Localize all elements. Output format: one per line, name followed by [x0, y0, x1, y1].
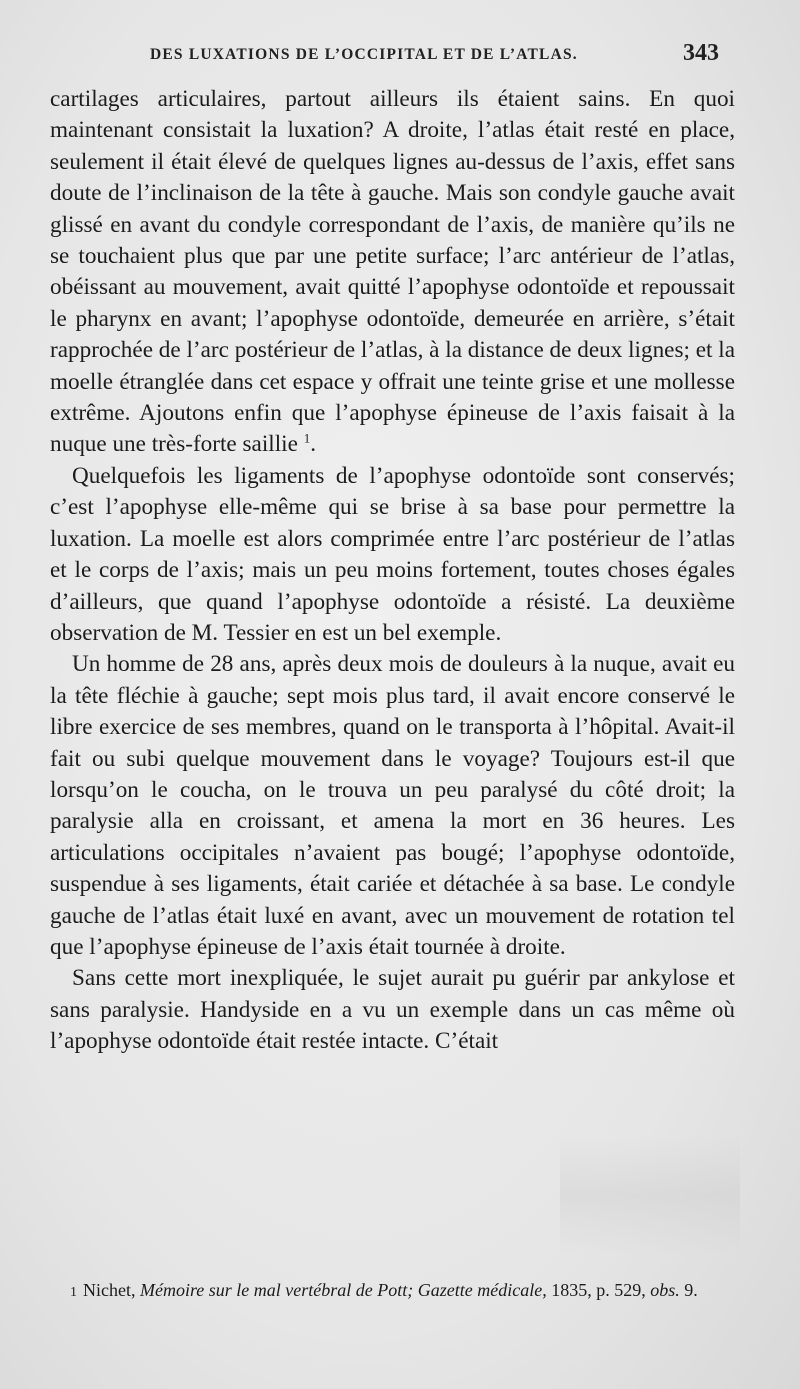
page-number: 343 — [683, 40, 719, 66]
paragraph-text: cartilages articulaires, partout ailleurs ils étaient sains. En quoi maintenant consistait la luxation? A droite, l’atlas était resté en place, seulement il était élevé de quelques lignes au-dessus de l’axis, effet sans doute de l’inclinaison de la tête à gauche. Mais son condyle gauche avait glissé en avant du condyle correspondant de l’axis, de manière qu’ils ne se touchaient plus que par une petite surface; l’arc antérieur de l’atlas, obéissant au mouvement, avait quitté l’apophyse odontoïde et repoussait le pharynx en avant; l’apophyse odontoïde, demeurée en arrière, s’était rapprochée de l’arc postérieur de l’atlas, à la distance de deux lignes; et la moelle étranglée dans cet espace y offrait une teinte grise et une mollesse extrême. Ajoutons enfin que l’apophyse épineuse de l’axis faisait à la nuque une très-forte saillie — [50, 86, 736, 458]
footnote-journal: Gazette médicale, — [417, 1280, 547, 1300]
paragraph — [50, 963, 735, 1057]
footnote-author: Nichet, — [83, 1280, 136, 1300]
footnote-reference: 1 — [303, 430, 311, 446]
footnote-citation: 1835, p. 529, — [551, 1280, 646, 1300]
paragraph-text: Quelquefois les ligaments de l’apophyse odontoïde sont conservés; c’est l’apophyse elle-même qui se brise à sa base pour permettre la luxation. La moelle est alors comprimée entre l’arc postérieur de l’atlas et le corps de l’axis; mais un peu moins fortement, toutes choses égales d’ailleurs, que quand l’apophyse odontoïde a résisté. La deuxième observation de M. Tessier en est un bel exemple. — [50, 462, 735, 646]
page-header — [0, 40, 800, 76]
paragraph — [50, 461, 735, 649]
running-title: DES LUXATIONS DE L’OCCIPITAL ET DE L’ATLAS. — [150, 46, 578, 63]
footnote-number: 1 — [70, 1285, 77, 1300]
footnote-obs-number: 9. — [684, 1280, 698, 1300]
show-through-shading — [560, 1135, 740, 1255]
paragraph — [50, 649, 735, 963]
paragraph-text: Un homme de 28 ans, après deux mois de douleurs à la nuque, avait eu la tête fléchie à gauche; sept mois plus tard, il avait encore conservé le libre exercice de ses membres, quand on le transporta à l’hôpital. Avait-il fait ou subi quelque mouvement dans le voyage? Toujours est-il que lorsqu’on le coucha, on le trouva un peu paralysé du côté droit; la paralysie alla en croissant, et amena la mort en 36 heures. Les articulations occipitales n’avaient pas bougé; l’apophyse odontoïde, suspendue à ses ligaments, était cariée et détachée à sa base. Le condyle gauche de l’atlas était luxé en avant, avec un mouvement de rotation tel que l’apophyse épineuse de l’axis était tournée à droite. — [50, 651, 735, 960]
footnote — [50, 1278, 738, 1305]
footnote-title: Mémoire sur le mal vertébral de Pott; — [139, 1280, 414, 1300]
footnote-obs-label: obs. — [650, 1280, 680, 1300]
paragraph-continued: cartilages articulaires, partout ailleurs ils étaient sains. En quoi maintenant consistait la luxation? A droite, l’atlas était resté en place, seulement il était élevé de quelques lignes au-dessus de l’axis, effet sans doute de l’inclinaison de la tête à gauche. Mais son condyle gauche avait glissé en avant du condyle correspondant de l’axis, de manière qu’ils ne se touchaient plus que par une petite surface; l’arc antérieur de l’atlas, obéissant au mouvement, avait quitté l’apophyse odontoïde et repoussait le pharynx en avant; l’apophyse odontoïde, demeurée en arrière, s’était rapprochée de l’arc postérieur de l’atlas, à la distance de deux lignes; et la moelle étranglée dans cet espace y offrait une teinte grise et une mollesse extrême. Ajoutons enfin que l’apophyse épineuse de l’axis faisait à la nuque une très-forte saillie $^1$. — [50, 86, 736, 458]
body-text — [50, 84, 735, 1058]
paragraph-text: Sans cette mort inexpliquée, le sujet aurait pu guérir par ankylose et sans paralysie. Handyside en a vu un exemple dans un cas même où l’apophyse odontoïde était restée intacte. C’était — [50, 965, 735, 1055]
